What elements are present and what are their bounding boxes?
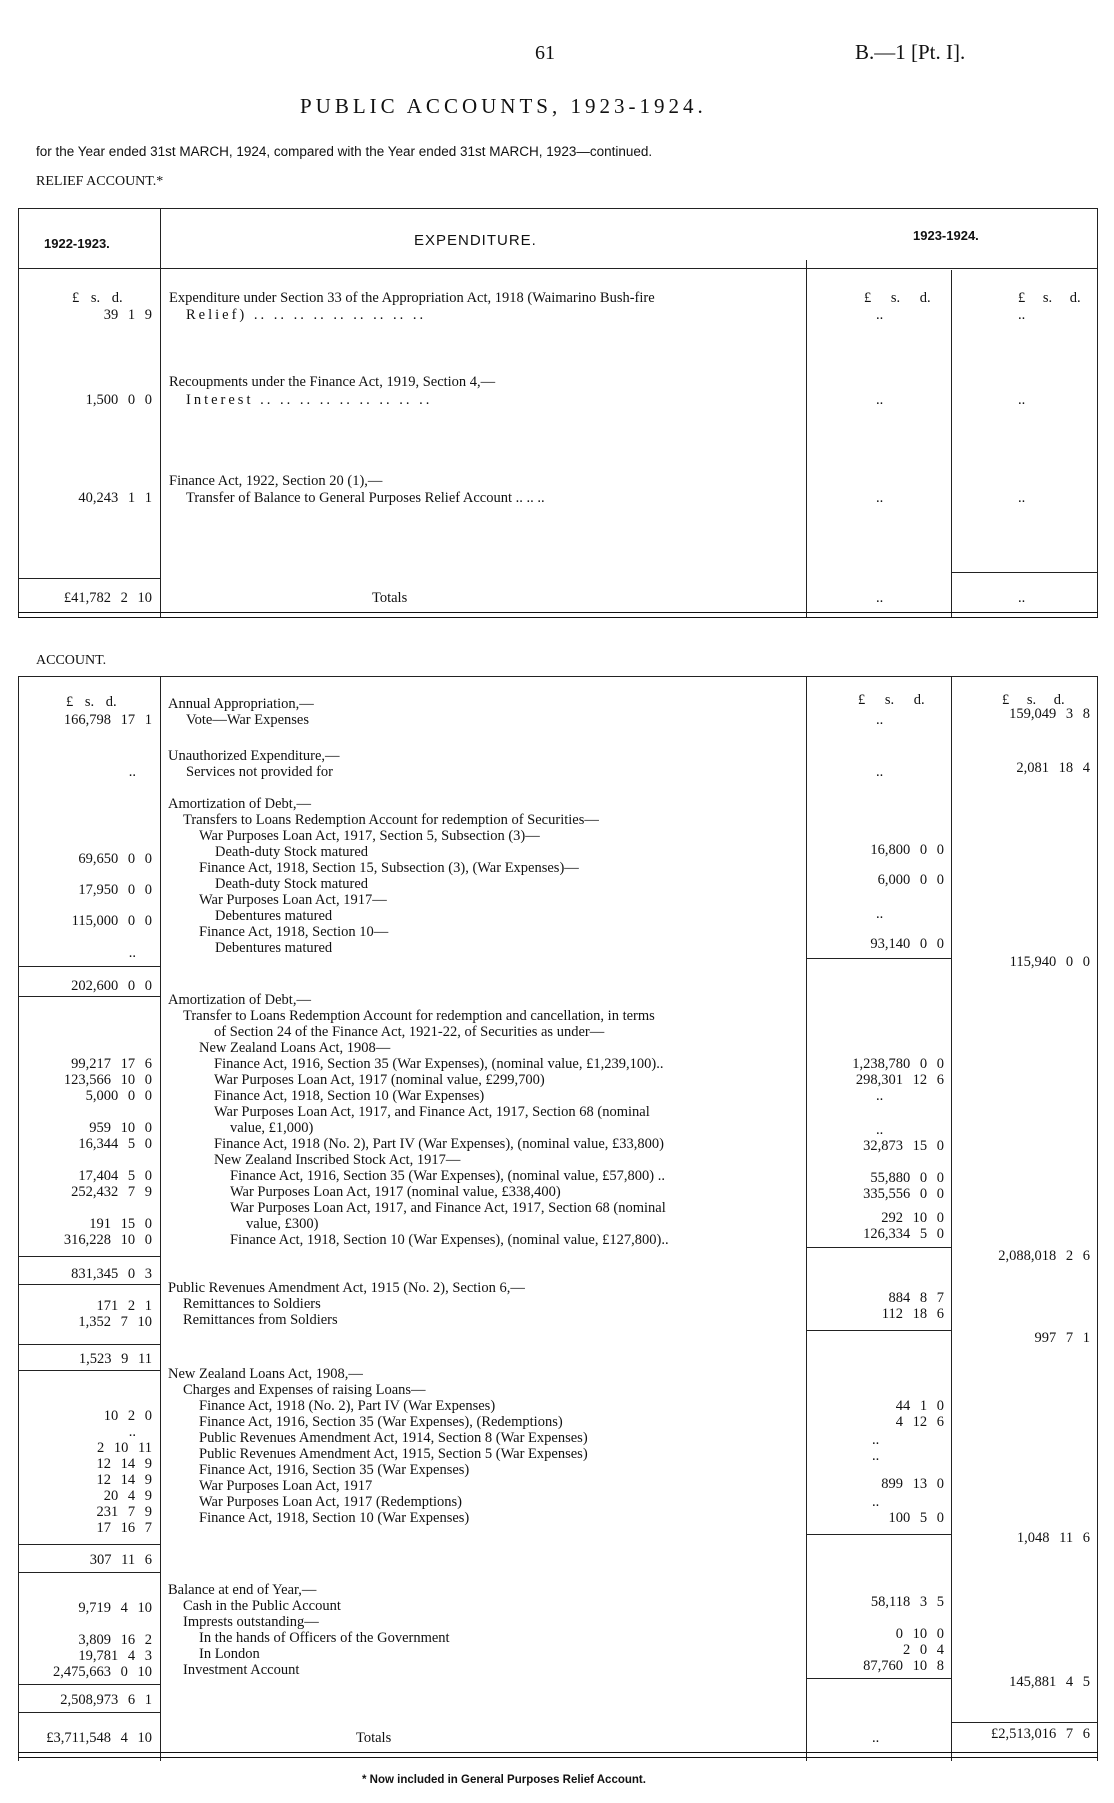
amount-left: 17,404 5 0: [78, 1168, 152, 1184]
line-heading: Annual Appropriation,—: [168, 696, 314, 712]
amort2-line: War Purposes Loan Act, 1917 (nominal value, £338,400): [230, 1184, 561, 1200]
amount-a: 16,800 0 0: [870, 842, 944, 858]
amount-b: 159,049 3 8: [1009, 706, 1090, 722]
amount-left: 17,950 0 0: [78, 882, 152, 898]
grand-total-left: £3,711,548 4 10: [46, 1730, 152, 1746]
amount-a: 335,556 0 0: [863, 1186, 944, 1202]
units-b: £ s. d.: [1002, 692, 1065, 708]
amount-left: 20 4 9: [103, 1488, 152, 1504]
amort1-line: Death-duty Stock matured: [215, 844, 369, 860]
col-header-expenditure: EXPENDITURE.: [414, 232, 537, 249]
amort2-line: value, £300): [246, 1216, 319, 1232]
amort2-line: War Purposes Loan Act, 1917, and Finance Act, 1917, Section 68 (nominal: [214, 1104, 650, 1120]
amount-a: 55,880 0 0: [870, 1170, 944, 1186]
amount-left: 5,000 0 0: [85, 1088, 152, 1104]
col-header-1922-1923: 1922-1923.: [44, 236, 110, 251]
amount-b: ..: [1018, 490, 1026, 506]
amount-a: 4 12 6: [895, 1414, 944, 1430]
amount-left: 1,352 7 10: [78, 1314, 152, 1330]
amount-b: 2,088,018 2 6: [998, 1248, 1090, 1264]
remit-line: Remittances from Soldiers: [183, 1312, 338, 1328]
section-title-account: ACCOUNT.: [36, 653, 107, 668]
amort2-line: War Purposes Loan Act, 1917 (nominal value, £299,700): [214, 1072, 545, 1088]
amount-a: 884 8 7: [888, 1290, 944, 1306]
amount-b: 145,881 4 5: [1009, 1674, 1090, 1690]
page-number: 61: [535, 42, 555, 64]
row-text: Transfer of Balance to General Purposes Relief Account .. .. ..: [186, 490, 545, 506]
totals-label: Totals: [372, 590, 408, 606]
amount-left: 231 7 9: [96, 1504, 152, 1520]
totals-label: Totals: [356, 1730, 392, 1746]
amort1-line: War Purposes Loan Act, 1917—: [199, 892, 387, 908]
amount-left: ..: [128, 1424, 136, 1440]
amount-b: 1,048 11 6: [1016, 1530, 1090, 1546]
amort1-line: Finance Act, 1918, Section 15, Subsection (3), (War Expenses)—: [199, 860, 579, 876]
amount-a: 292 10 0: [881, 1210, 944, 1226]
amort2-line: New Zealand Loans Act, 1908—: [199, 1040, 391, 1056]
amount-a: ..: [876, 1122, 884, 1138]
amount-a: 126,334 5 0: [863, 1226, 944, 1242]
amount-left: 166,798 17 1: [63, 712, 152, 728]
amort2-line: Finance Act, 1918, Section 10 (War Expenses): [214, 1088, 485, 1104]
footnote: * Now included in General Purposes Relief Account.: [362, 1774, 646, 1786]
amount-left: 17 16 7: [96, 1520, 152, 1536]
charges-heading: New Zealand Loans Act, 1908,—: [168, 1366, 363, 1382]
amount-left: ..: [128, 945, 136, 961]
amount-left: 171 2 1: [96, 1298, 152, 1314]
balance-line: In the hands of Officers of the Government: [199, 1630, 450, 1646]
amort2-line: Finance Act, 1916, Section 35 (War Expenses), (nominal value, £1,239,100)..: [214, 1056, 664, 1072]
amount-left: 19,781 4 3: [78, 1648, 152, 1664]
amount-a: ..: [876, 392, 884, 408]
amort1-line: Transfers to Loans Redemption Account for redemption of Securities—: [183, 812, 599, 828]
amort1-line: Death-duty Stock matured: [215, 876, 369, 892]
amount-a: 44 1 0: [895, 1398, 944, 1414]
amort1-line: Debentures matured: [215, 940, 333, 956]
balance-line: Investment Account: [183, 1662, 300, 1678]
amort2-line: of Section 24 of the Finance Act, 1921-22, of Securities as under—: [214, 1024, 605, 1040]
amount-a: 93,140 0 0: [870, 936, 944, 952]
amount-a: 899 13 0: [881, 1476, 944, 1492]
amount-b: 2,081 18 4: [1016, 760, 1090, 776]
amount-left: 16,344 5 0: [78, 1136, 152, 1152]
amount-a: 6,000 0 0: [877, 872, 944, 888]
amount-a: ..: [876, 307, 884, 323]
row-text: Recoupments under the Finance Act, 1919, Section 4,—: [169, 374, 496, 390]
amort2-line: Finance Act, 1918, Section 10 (War Expenses), (nominal value, £127,800)..: [230, 1232, 669, 1248]
amount-b: ..: [1018, 392, 1026, 408]
subtotal-left: 307 11 6: [89, 1552, 152, 1568]
amount-left: 10 2 0: [103, 1408, 152, 1424]
amount-a: ..: [872, 1448, 880, 1464]
row-text: Expenditure under Section 33 of the Appropriation Act, 1918 (Waimarino Bush-fire: [169, 290, 655, 306]
amount-left: 115,000 0 0: [71, 913, 152, 929]
charges-line: War Purposes Loan Act, 1917 (Redemptions): [199, 1494, 463, 1510]
document-reference: B.—1 [Pt. I].: [855, 40, 966, 64]
amort2-line: War Purposes Loan Act, 1917, and Finance Act, 1917, Section 68 (nominal: [230, 1200, 666, 1216]
line-sub: Services not provided for: [186, 764, 333, 780]
units-right-a: £ s. d.: [864, 290, 931, 306]
amort2-heading: Amortization of Debt,—: [168, 992, 311, 1008]
charges-line: Finance Act, 1916, Section 35 (War Expenses): [199, 1462, 470, 1478]
amount-a: ..: [876, 764, 884, 780]
charges-line: Public Revenues Amendment Act, 1914, Section 8 (War Expenses): [199, 1430, 588, 1446]
amount-left: 2 10 11: [97, 1440, 152, 1456]
amount-a: ..: [872, 1494, 880, 1510]
grand-total-b: £2,513,016 7 6: [991, 1726, 1090, 1742]
total-a: ..: [872, 1730, 880, 1746]
page-title: PUBLIC ACCOUNTS, 1923-1924.: [300, 94, 707, 118]
page-subtitle: for the Year ended 31st MARCH, 1924, compared with the Year ended 31st MARCH, 1923—continued.: [36, 144, 653, 159]
amort1-line: Finance Act, 1918, Section 10—: [199, 924, 389, 940]
amount-left: ..: [128, 764, 136, 780]
amount-left: 191 15 0: [89, 1216, 152, 1232]
amount-a: ..: [876, 1088, 884, 1104]
amount-left: 3,809 16 2: [78, 1632, 152, 1648]
charges-line: War Purposes Loan Act, 1917: [199, 1478, 373, 1494]
amount-b: 115,940 0 0: [1009, 954, 1090, 970]
remit-line: Remittances to Soldiers: [183, 1296, 321, 1312]
balance-line: Cash in the Public Account: [183, 1598, 341, 1614]
amort1-heading: Amortization of Debt,—: [168, 796, 311, 812]
amount-a: 2 0 4: [903, 1642, 944, 1658]
amount-left: 99,217 17 6: [71, 1056, 152, 1072]
subtotal-left: 831,345 0 3: [71, 1266, 152, 1282]
remit-heading: Public Revenues Amendment Act, 1915 (No. 2), Section 6,—: [168, 1280, 525, 1296]
line-heading: Unauthorized Expenditure,—: [168, 748, 340, 764]
subtotal-left: 202,600 0 0: [71, 978, 152, 994]
amount-a: 58,118 3 5: [870, 1594, 944, 1610]
amount-left: 252,432 7 9: [71, 1184, 152, 1200]
subtotal-left: 2,508,973 6 1: [60, 1692, 152, 1708]
charges-line: Finance Act, 1916, Section 35 (War Expenses), (Redemptions): [199, 1414, 563, 1430]
line-sub: Vote—War Expenses: [186, 712, 309, 728]
col-header-1923-1924: 1923-1924.: [913, 228, 979, 243]
amount-left: 1,500 0 0: [85, 392, 152, 408]
amount-left: 12 14 9: [96, 1456, 152, 1472]
row-text: Interest .. .. .. .. .. .. .. .. ..: [186, 392, 433, 408]
amount-b: ..: [1018, 307, 1026, 323]
amount-a: 87,760 10 8: [863, 1658, 944, 1674]
total-b: ..: [1018, 590, 1026, 606]
amount-left: 40,243 1 1: [78, 490, 152, 506]
section-title-relief: RELIEF ACCOUNT.*: [36, 174, 164, 189]
charges-line: Public Revenues Amendment Act, 1915, Section 5 (War Expenses): [199, 1446, 588, 1462]
amount-left: 316,228 10 0: [63, 1232, 152, 1248]
units-a: £ s. d.: [858, 692, 925, 708]
amount-left: 39 1 9: [103, 307, 152, 323]
amount-a: ..: [876, 712, 884, 728]
row-text: Relief) .. .. .. .. .. .. .. .. ..: [186, 307, 427, 323]
subtotal-left: 1,523 9 11: [78, 1351, 152, 1367]
charges-sub: Charges and Expenses of raising Loans—: [183, 1382, 426, 1398]
amount-left: 69,650 0 0: [78, 851, 152, 867]
amount-left: 2,475,663 0 10: [53, 1664, 152, 1680]
amount-b: 997 7 1: [1034, 1330, 1090, 1346]
units-left: £ s. d.: [66, 694, 117, 710]
balance-line: In London: [199, 1646, 260, 1662]
amount-a: 112 18 6: [881, 1306, 944, 1322]
amount-left: 123,566 10 0: [63, 1072, 152, 1088]
amount-left: 959 10 0: [89, 1120, 152, 1136]
total-left: £41,782 2 10: [63, 590, 152, 606]
amort2-line: value, £1,000): [230, 1120, 314, 1136]
amort2-line: Finance Act, 1916, Section 35 (War Expenses), (nominal value, £57,800) ..: [230, 1168, 665, 1184]
amount-a: ..: [872, 1432, 880, 1448]
amount-a: 0 10 0: [895, 1626, 944, 1642]
charges-line: Finance Act, 1918 (No. 2), Part IV (War Expenses): [199, 1398, 496, 1414]
units-left: £ s. d.: [72, 290, 123, 306]
amount-a: 32,873 15 0: [863, 1138, 944, 1154]
total-a: ..: [876, 590, 884, 606]
amort2-line: Transfer to Loans Redemption Account for redemption and cancellation, in terms: [183, 1008, 655, 1024]
row-text: Finance Act, 1922, Section 20 (1),—: [169, 473, 383, 489]
amount-a: ..: [876, 490, 884, 506]
amort2-line: Finance Act, 1918 (No. 2), Part IV (War Expenses), (nominal value, £33,800): [214, 1136, 664, 1152]
charges-line: Finance Act, 1918, Section 10 (War Expenses): [199, 1510, 470, 1526]
amount-a: 298,301 12 6: [855, 1072, 944, 1088]
amount-a: ..: [876, 906, 884, 922]
amort1-line: War Purposes Loan Act, 1917, Section 5, Subsection (3)—: [199, 828, 540, 844]
amort1-line: Debentures matured: [215, 908, 333, 924]
amount-left: 9,719 4 10: [78, 1600, 152, 1616]
balance-line: Imprests outstanding—: [183, 1614, 319, 1630]
amount-a: 1,238,780 0 0: [852, 1056, 944, 1072]
amount-left: 12 14 9: [96, 1472, 152, 1488]
amort2-line: New Zealand Inscribed Stock Act, 1917—: [214, 1152, 461, 1168]
units-right-b: £ s. d.: [1018, 290, 1081, 306]
balance-heading: Balance at end of Year,—: [168, 1582, 317, 1598]
amount-a: 100 5 0: [888, 1510, 944, 1526]
